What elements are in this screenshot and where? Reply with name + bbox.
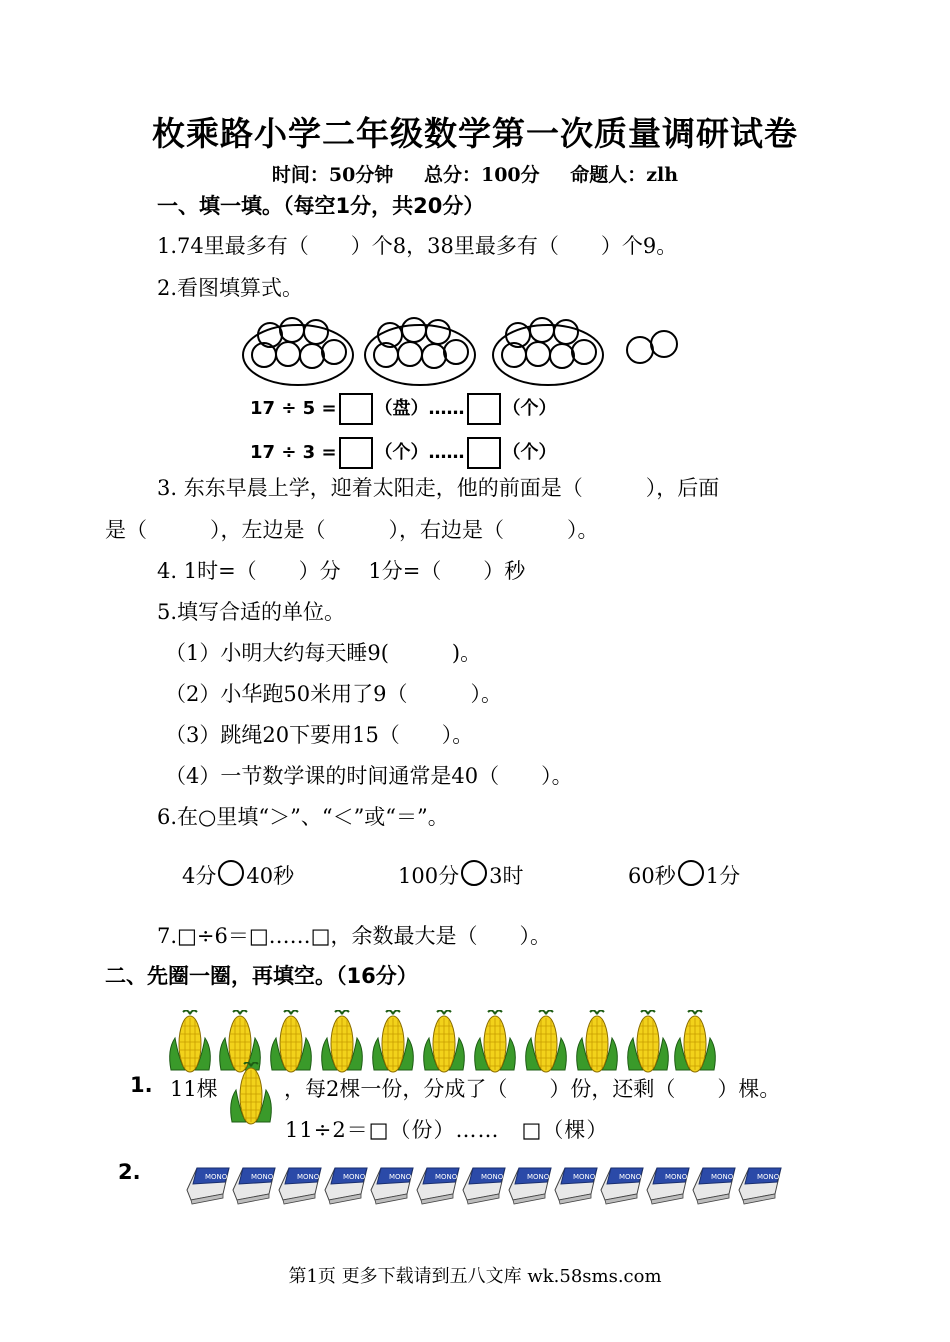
page-footer: 第1页 更多下载请到五八文库 wk.58sms.com xyxy=(288,1266,662,1287)
question-7: 7.□÷6＝□……□，余数最大是（ ）。 xyxy=(157,924,552,948)
question-1: 1.74里最多有（ ）个8，38里最多有（ ）个9。 xyxy=(157,234,678,258)
question-2: 2.看图填算式。 xyxy=(157,276,304,300)
unit-label: （盘）…… xyxy=(374,398,465,419)
question-6: 6.在○里填“＞”、“＜”或“＝”。 xyxy=(157,805,449,829)
section2-q1-right: ，每2棵一份，分成了（ ）份，还剩（ ）棵。 xyxy=(284,1077,781,1101)
unit-label: （个）…… xyxy=(374,442,465,463)
page-title: 枚乘路小学二年级数学第一次质量调研试卷 xyxy=(152,114,798,153)
section1-heading: 一、填一填。（每空1分，共20分） xyxy=(157,194,485,218)
answer-box[interactable] xyxy=(467,437,501,469)
corn-icon xyxy=(222,1062,280,1128)
compare-right: 1分 xyxy=(705,864,741,888)
division-equation-2 xyxy=(250,437,557,469)
compare-circle[interactable] xyxy=(218,860,244,886)
compare-left: 100分 xyxy=(398,864,460,888)
compare-right: 3时 xyxy=(489,864,524,888)
division-equation-1 xyxy=(250,393,557,425)
compare-circle[interactable] xyxy=(678,860,704,886)
section2-q1-left: 11棵 xyxy=(170,1077,218,1101)
compare-right: 40秒 xyxy=(246,864,295,888)
equation-left: 17 ÷ 5 = xyxy=(250,398,337,419)
section2-q1-number: 1. xyxy=(130,1073,153,1097)
exam-total: 总分：100分 xyxy=(423,164,540,186)
question-5-item: （4）一节数学课的时间通常是40（ ）。 xyxy=(165,764,573,788)
answer-box[interactable] xyxy=(467,393,501,425)
question-5-item: （1）小明大约每天睡9( )。 xyxy=(165,641,482,665)
question-5: 5.填写合适的单位。 xyxy=(157,600,346,624)
question-5-item: （2）小华跑50米用了9（ ）。 xyxy=(165,682,502,706)
compare-pair-1 xyxy=(182,860,294,890)
compare-circle[interactable] xyxy=(461,860,487,886)
section2-q2-number: 2. xyxy=(118,1160,141,1184)
question-4: 4. 1时=（ ）分 1分=（ ）秒 xyxy=(157,559,526,583)
question-3-line2: 是（ ），左边是（ ），右边是（ ）。 xyxy=(105,518,599,542)
compare-left: 60秒 xyxy=(628,864,676,888)
section2-heading: 二、先圈一圈，再填空。（16分） xyxy=(105,964,418,988)
exam-time: 时间：50分钟 xyxy=(271,164,394,186)
compare-left: 4分 xyxy=(182,864,217,888)
question-5-item: （3）跳绳20下要用15（ ）。 xyxy=(165,723,474,747)
answer-box[interactable] xyxy=(339,437,373,469)
exam-meta xyxy=(0,160,950,187)
answer-box[interactable] xyxy=(339,393,373,425)
question-3-line1: 3. 东东早晨上学，迎着太阳走，他的前面是（ ），后面 xyxy=(157,476,720,500)
exam-author: 命题人：zlh xyxy=(570,164,679,186)
section2-q1-equation: 11÷2＝□（份）…… □（棵） xyxy=(285,1118,609,1142)
eraser-row-illustration xyxy=(183,1160,783,1210)
compare-pair-3 xyxy=(628,860,740,890)
unit-label: （个） xyxy=(502,398,557,419)
compare-pair-2 xyxy=(398,860,523,890)
equation-left: 17 ÷ 3 = xyxy=(250,442,337,463)
unit-label: （个） xyxy=(502,442,557,463)
apple-plates-illustration xyxy=(240,310,690,390)
